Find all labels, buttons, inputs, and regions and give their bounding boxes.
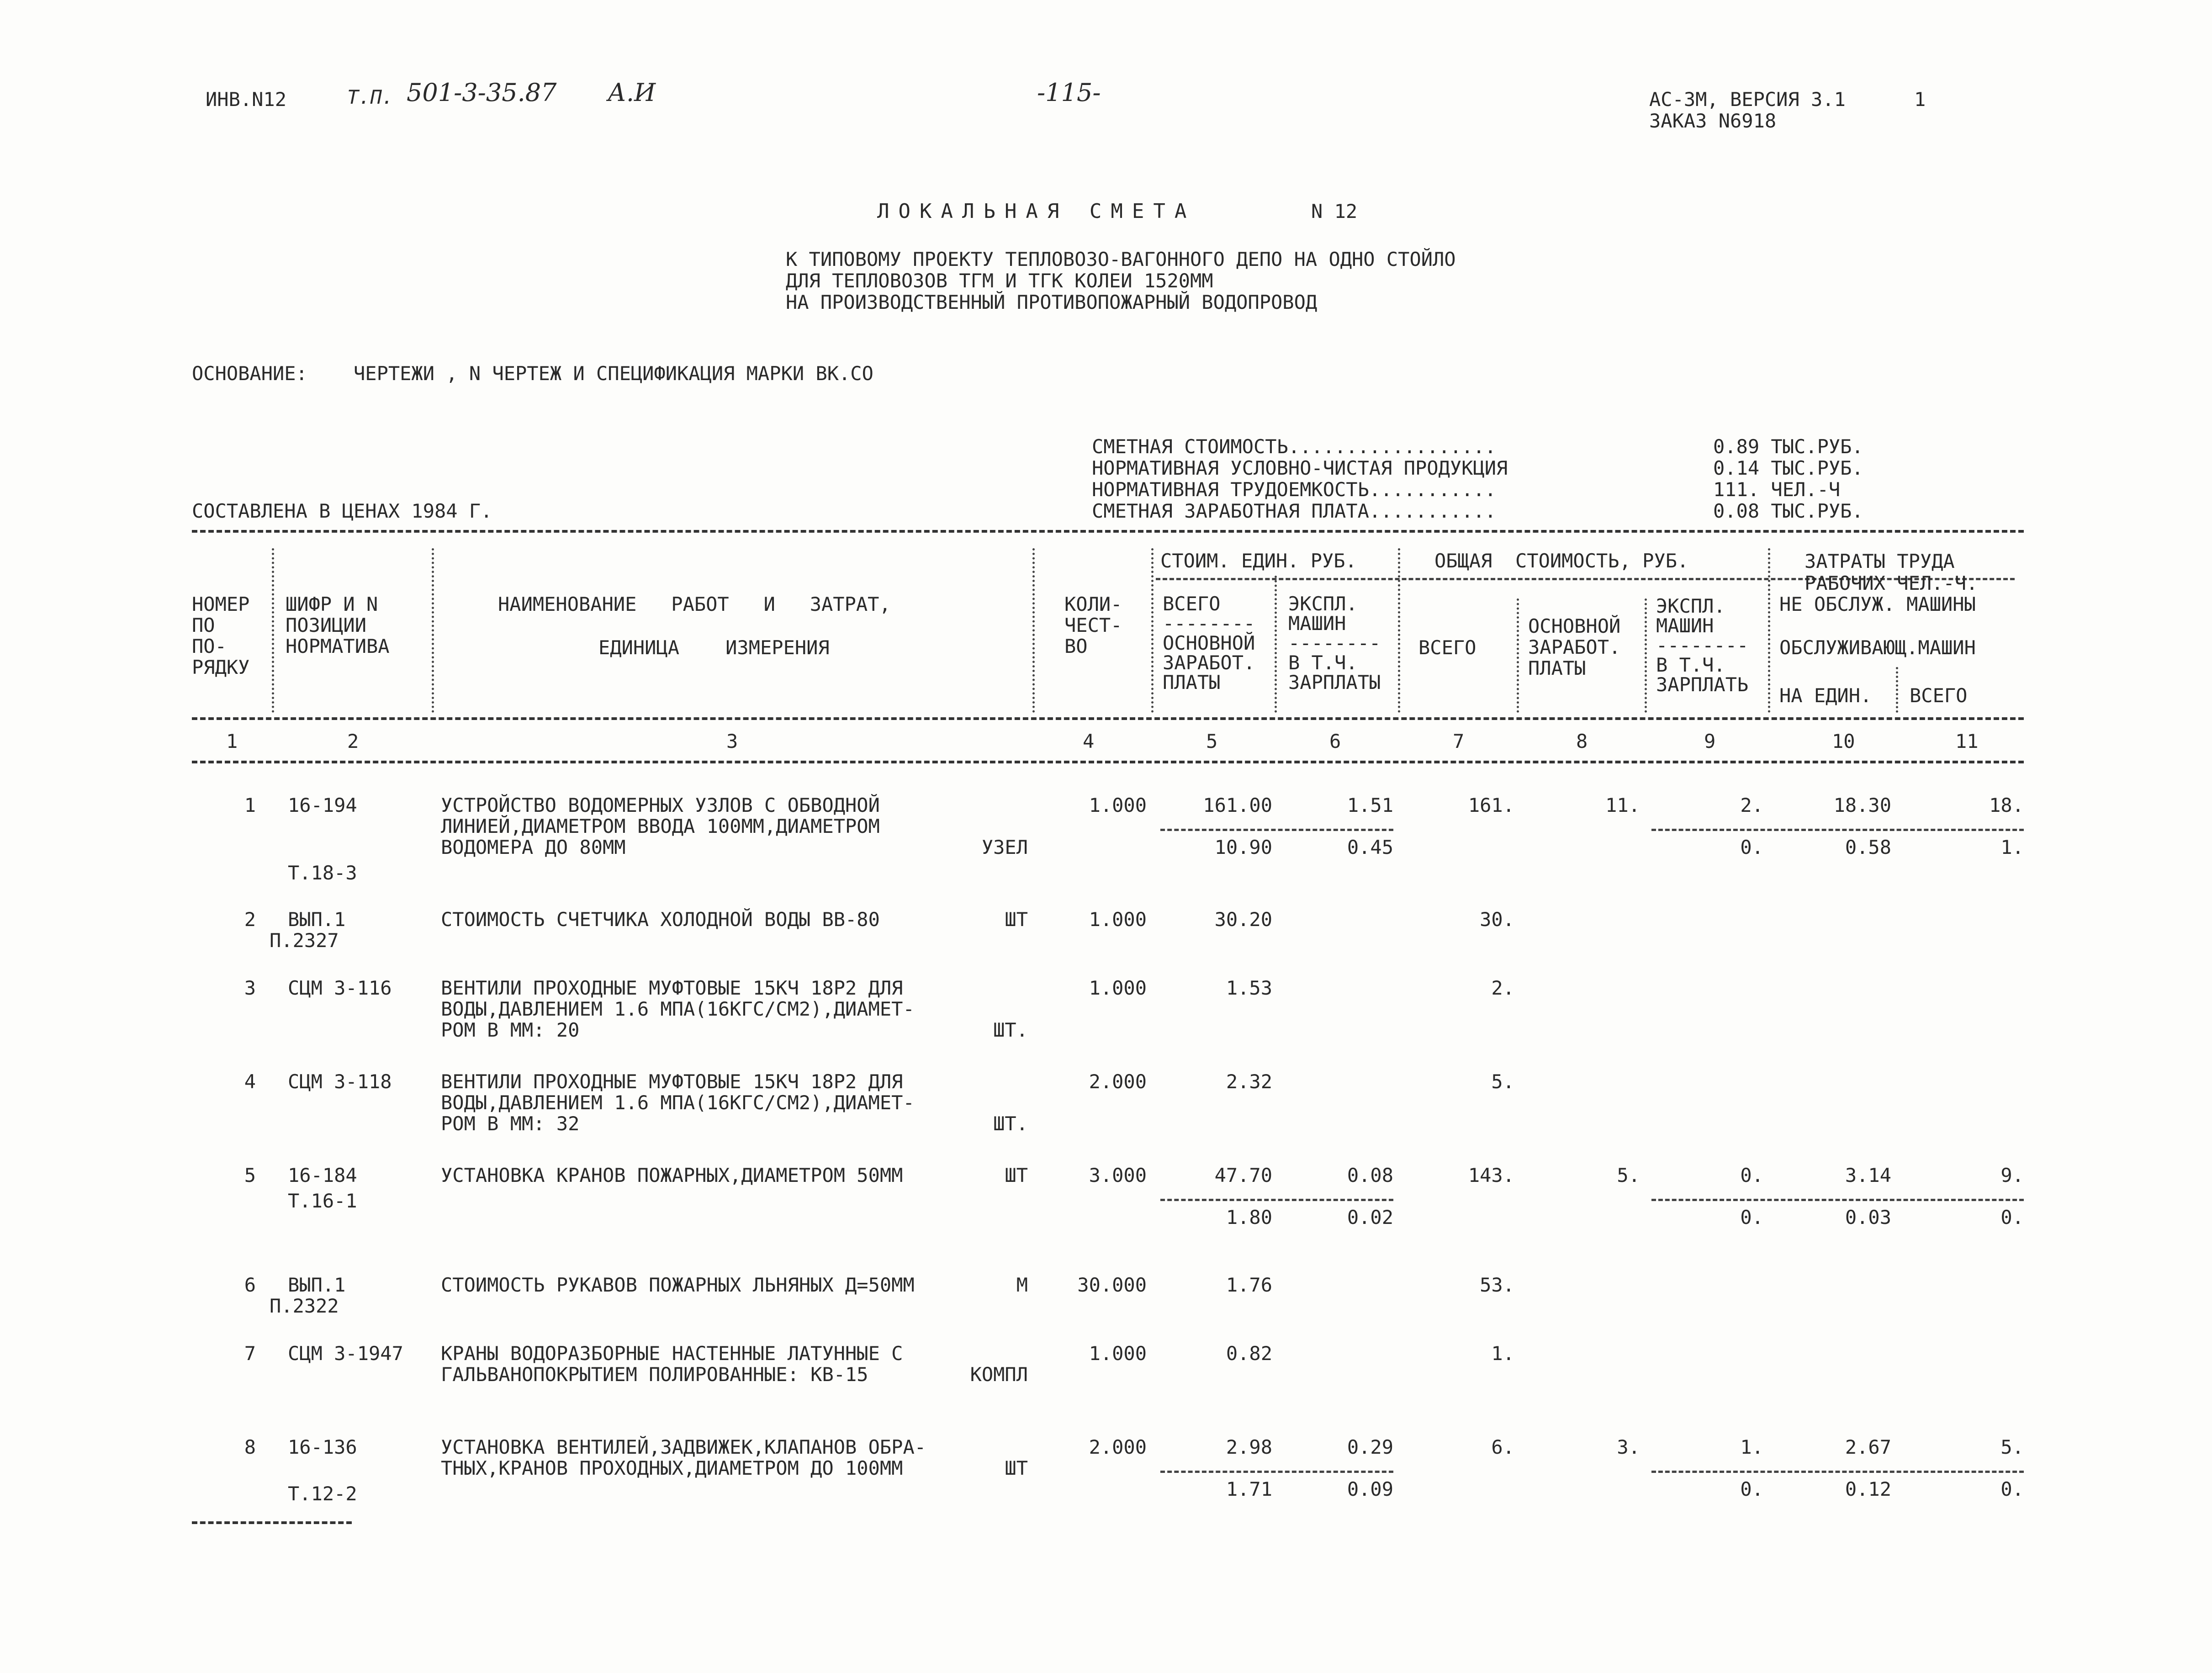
title-line-1: К ТИПОВОМУ ПРОЕКТУ ТЕПЛОВОЗО-ВАГОННОГО ДЕПО НА ОДНО СТОЙЛО	[786, 248, 1456, 270]
value-col-11: 5.	[2000, 1436, 2024, 1458]
header-col-3a: НАИМЕНОВАНИЕ РАБОТ И ЗАТРАТ,	[498, 593, 891, 615]
value-col-5-sub: 1.80	[1226, 1206, 1272, 1228]
unit-of-measure: ШТ	[1005, 908, 1028, 931]
work-description: СТОИМОСТЬ РУКАВОВ ПОЖАРНЫХ ЛЬНЯНЫХ Д=50ММ	[441, 1274, 915, 1296]
value-col-7: 2.	[1491, 977, 1514, 999]
norm-code-line-2: П.2327	[270, 929, 339, 952]
value-col-10: 2.67	[1845, 1436, 1891, 1458]
unit-of-measure: ШТ.	[993, 1019, 1028, 1041]
row-number: 5	[244, 1164, 256, 1186]
header-group-labor: ЗАТРАТЫ ТРУДА РАБОЧИХ ЧЕЛ.-Ч.	[1805, 550, 1978, 594]
column-divider	[1645, 598, 1647, 713]
value-col-7: 5.	[1491, 1070, 1514, 1093]
value-col-10-sub: 0.03	[1845, 1206, 1891, 1228]
value-col-8: 11.	[1605, 794, 1640, 816]
header-col-1: НОМЕР ПО ПО- РЯДКУ	[192, 593, 250, 678]
norm-code: СЦМ 3-116	[288, 977, 392, 999]
norm-code: 16-184	[288, 1164, 357, 1186]
row-sub-rule	[1160, 1471, 1393, 1473]
norm-code: СЦМ 3-118	[288, 1070, 392, 1093]
norm-table: Т.12-2	[288, 1482, 357, 1505]
work-description: УСТАНОВКА ВЕНТИЛЕЙ,ЗАДВИЖЕК,КЛАПАНОВ ОБРА- ТНЫХ,КРАНОВ ПРОХОДНЫХ,ДИАМЕТРОМ ДО 100ММ	[441, 1436, 926, 1479]
column-number: 11	[1955, 730, 1979, 752]
table-bottom-rule	[192, 1521, 352, 1524]
value-col-6-sub: 0.45	[1347, 836, 1393, 858]
quantity: 1.000	[1089, 1342, 1147, 1365]
column-number: 1	[226, 730, 238, 752]
value-col-9-sub: 0.	[1740, 1206, 1763, 1228]
value-col-6: 1.51	[1347, 794, 1393, 816]
value-col-6-sub: 0.02	[1347, 1206, 1393, 1228]
project-number: 501-3-35.87	[407, 78, 557, 107]
unit-of-measure: ШТ.	[993, 1112, 1028, 1135]
norm-code: ВЫП.1	[288, 908, 346, 931]
tp-label: Т.П.	[347, 86, 394, 108]
value-col-5: 30.20	[1214, 908, 1272, 931]
row-sub-rule	[1651, 1199, 2024, 1201]
value-col-5: 1.76	[1226, 1274, 1272, 1296]
prices-note: СОСТАВЛЕНА В ЦЕНАХ 1984 Г.	[192, 500, 492, 522]
page-number: -115-	[1037, 78, 1101, 107]
column-number: 10	[1832, 730, 1855, 752]
row-sub-rule	[1651, 1471, 2024, 1473]
summary-value: 111. ЧЕЛ.-Ч	[1713, 478, 1841, 501]
column-number: 7	[1453, 730, 1465, 752]
value-col-11: 18.	[1989, 794, 2024, 816]
value-col-8: 5.	[1617, 1164, 1640, 1186]
summary-value: 0.14 ТЫС.РУБ.	[1713, 457, 1863, 479]
row-sub-rule	[1160, 1199, 1393, 1201]
summary-value: 0.89 ТЫС.РУБ.	[1713, 435, 1863, 458]
basis-line: ОСНОВАНИЕ: ЧЕРТЕЖИ , N ЧЕРТЕЖ И СПЕЦИФИКАЦИЯ МАРКИ ВК.СО	[192, 362, 873, 385]
order-number: ЗАКАЗ N6918	[1649, 110, 1777, 132]
value-col-6: 0.29	[1347, 1436, 1393, 1458]
summary-label: СМЕТНАЯ ЗАРАБОТНАЯ ПЛАТА...........	[1092, 500, 1497, 522]
value-col-11-sub: 0.	[2000, 1478, 2024, 1500]
value-col-7: 6.	[1491, 1436, 1514, 1458]
value-col-5: 47.70	[1214, 1164, 1272, 1186]
column-divider	[1151, 548, 1154, 713]
column-divider	[432, 548, 434, 713]
title-line-3: НА ПРОИЗВОДСТВЕННЫЙ ПРОТИВОПОЖАРНЫЙ ВОДОПРОВОД	[786, 291, 1318, 313]
header-col-7: ВСЕГО	[1418, 636, 1476, 659]
column-divider	[1768, 548, 1770, 713]
row-number: 1	[244, 794, 256, 816]
value-col-7: 161.	[1468, 794, 1514, 816]
table-top-rule	[192, 530, 2024, 533]
norm-code: 16-136	[288, 1436, 357, 1458]
header-col-2: ШИФР И N ПОЗИЦИИ НОРМАТИВА	[286, 593, 390, 657]
value-col-5: 0.82	[1226, 1342, 1272, 1365]
value-col-9: 1.	[1740, 1436, 1763, 1458]
title-line-2: ДЛЯ ТЕПЛОВОЗОВ ТГМ И ТГК КОЛЕИ 1520ММ	[786, 270, 1213, 292]
norm-code-line-2: П.2322	[270, 1295, 339, 1317]
work-description: ВЕНТИЛИ ПРОХОДНЫЕ МУФТОВЫЕ 15КЧ 18Р2 ДЛЯ ВОДЫ,ДАВЛЕНИЕМ 1.6 МПА(16КГС/СМ2),ДИАМЕТ- РОМ В ММ: 32	[441, 1070, 915, 1135]
quantity: 2.000	[1089, 1070, 1147, 1093]
row-sub-rule	[1160, 829, 1393, 831]
column-number: 8	[1576, 730, 1588, 752]
value-col-5-sub: 10.90	[1214, 836, 1272, 858]
quantity: 30.000	[1077, 1274, 1147, 1296]
quantity: 1.000	[1089, 977, 1147, 999]
value-col-9: 0.	[1740, 1164, 1763, 1186]
value-col-5: 161.00	[1203, 794, 1272, 816]
value-col-9-sub: 0.	[1740, 836, 1763, 858]
norm-code: ВЫП.1	[288, 1274, 346, 1296]
sheet-number: 1	[1914, 88, 1926, 111]
column-divider	[272, 548, 274, 713]
header-col-3b: ЕДИНИЦА ИЗМЕРЕНИЯ	[598, 636, 830, 659]
value-col-7: 30.	[1480, 908, 1514, 931]
header-col-10-11-b: ОБСЛУЖИВАЮЩ.МАШИН	[1779, 636, 1976, 659]
row-number: 4	[244, 1070, 256, 1093]
work-description: ВЕНТИЛИ ПРОХОДНЫЕ МУФТОВЫЕ 15КЧ 18Р2 ДЛЯ ВОДЫ,ДАВЛЕНИЕМ 1.6 МПА(16КГС/СМ2),ДИАМЕТ- РОМ В ММ: 20	[441, 977, 915, 1041]
column-number: 5	[1206, 730, 1218, 752]
header-col-4: КОЛИ- ЧЕСТ- ВО	[1064, 593, 1122, 657]
column-divider	[1275, 576, 1277, 713]
column-number: 3	[726, 730, 738, 752]
norm-table: Т.18-3	[288, 862, 357, 884]
value-col-6-sub: 0.09	[1347, 1478, 1393, 1500]
value-col-6: 0.08	[1347, 1164, 1393, 1186]
program-version: АС-3М, ВЕРСИЯ 3.1	[1649, 88, 1846, 111]
quantity: 1.000	[1089, 794, 1147, 816]
row-number: 7	[244, 1342, 256, 1365]
work-description: УСТАНОВКА КРАНОВ ПОЖАРНЫХ,ДИАМЕТРОМ 50ММ	[441, 1164, 903, 1186]
summary-label: НОРМАТИВНАЯ УСЛОВНО-ЧИСТАЯ ПРОДУКЦИЯ	[1092, 457, 1508, 479]
norm-table: Т.16-1	[288, 1190, 357, 1212]
header-col-10: НА ЕДИН.	[1779, 684, 1872, 707]
unit-of-measure: ШТ	[1005, 1457, 1028, 1479]
header-col-11: ВСЕГО	[1910, 684, 1968, 707]
header-col-9: ЭКСПЛ. МАШИН -------- В Т.Ч. ЗАРПЛАТЬ	[1656, 595, 1749, 696]
unit-of-measure: М	[1016, 1274, 1028, 1296]
summary-label: НОРМАТИВНАЯ ТРУДОЕМКОСТЬ...........	[1092, 478, 1497, 501]
page-title: ЛОКАЛЬНАЯ СМЕТА	[877, 200, 1196, 223]
unit-of-measure: УЗЕЛ	[981, 836, 1028, 858]
value-col-11-sub: 0.	[2000, 1206, 2024, 1228]
value-col-5: 2.98	[1226, 1436, 1272, 1458]
column-number: 9	[1704, 730, 1716, 752]
value-col-10: 18.30	[1833, 794, 1891, 816]
row-number: 3	[244, 977, 256, 999]
album-label: А.И	[608, 78, 656, 107]
header-group-unit-cost: СТОИМ. ЕДИН. РУБ.	[1160, 550, 1357, 572]
header-group-total-cost: ОБЩАЯ СТОИМОСТЬ, РУБ.	[1434, 550, 1689, 572]
work-description: КРАНЫ ВОДОРАЗБОРНЫЕ НАСТЕННЫЕ ЛАТУННЫЕ С ГАЛЬВАНОПОКРЫТИЕМ ПОЛИРОВАННЫЕ: КВ-15	[441, 1342, 903, 1386]
value-col-7: 143.	[1468, 1164, 1514, 1186]
column-number: 2	[347, 730, 359, 752]
quantity: 1.000	[1089, 908, 1147, 931]
column-divider	[1896, 667, 1898, 713]
norm-code: 16-194	[288, 794, 357, 816]
value-col-9: 2.	[1740, 794, 1763, 816]
work-description: СТОИМОСТЬ СЧЕТЧИКА ХОЛОДНОЙ ВОДЫ ВВ-80	[441, 908, 880, 931]
value-col-8: 3.	[1617, 1436, 1640, 1458]
value-col-5: 2.32	[1226, 1070, 1272, 1093]
row-sub-rule	[1651, 829, 2024, 831]
row-number: 2	[244, 908, 256, 931]
norm-code: СЦМ 3-1947	[288, 1342, 403, 1365]
value-col-7: 53.	[1480, 1274, 1514, 1296]
value-col-5: 1.53	[1226, 977, 1272, 999]
quantity: 2.000	[1089, 1436, 1147, 1458]
value-col-10-sub: 0.12	[1845, 1478, 1891, 1500]
column-number: 6	[1329, 730, 1341, 752]
value-col-7: 1.	[1491, 1342, 1514, 1365]
row-number: 8	[244, 1436, 256, 1458]
value-col-5-sub: 1.71	[1226, 1478, 1272, 1500]
quantity: 3.000	[1089, 1164, 1147, 1186]
header-bottom-rule	[192, 717, 2024, 720]
work-description: УСТРОЙСТВО ВОДОМЕРНЫХ УЗЛОВ С ОБВОДНОЙ ЛИНИЕЙ,ДИАМЕТРОМ ВВОДА 100ММ,ДИАМЕТРОМ ВОДОМЕРА ДО 80ММ	[441, 794, 880, 858]
value-col-11: 9.	[2000, 1164, 2024, 1186]
value-col-10-sub: 0.58	[1845, 836, 1891, 858]
value-col-11-sub: 1.	[2000, 836, 2024, 858]
value-col-10: 3.14	[1845, 1164, 1891, 1186]
summary-value: 0.08 ТЫС.РУБ.	[1713, 500, 1863, 522]
row-number: 6	[244, 1274, 256, 1296]
header-col-5: ВСЕГО -------- ОСНОВНОЙ ЗАРАБОТ. ПЛАТЫ	[1163, 593, 1255, 694]
header-col-8: ОСНОВНОЙ ЗАРАБОТ. ПЛАТЫ	[1528, 615, 1621, 679]
header-col-6: ЭКСПЛ. МАШИН -------- В Т.Ч. ЗАРПЛАТЫ	[1288, 593, 1381, 694]
column-divider	[1517, 598, 1519, 713]
unit-of-measure: ШТ	[1005, 1164, 1028, 1186]
column-number: 4	[1083, 730, 1095, 752]
unit-of-measure: КОМПЛ	[970, 1363, 1028, 1386]
estimate-number: N 12	[1311, 200, 1358, 222]
inventory-number: ИНВ.N12	[206, 88, 287, 111]
value-col-9-sub: 0.	[1740, 1478, 1763, 1500]
column-divider	[1398, 548, 1400, 713]
column-divider	[1032, 548, 1035, 713]
header-col-10-11-a: НЕ ОБСЛУЖ. МАШИНЫ	[1779, 593, 1976, 615]
column-numbers-rule	[192, 761, 2024, 763]
summary-label: СМЕТНАЯ СТОИМОСТЬ..................	[1092, 435, 1497, 458]
